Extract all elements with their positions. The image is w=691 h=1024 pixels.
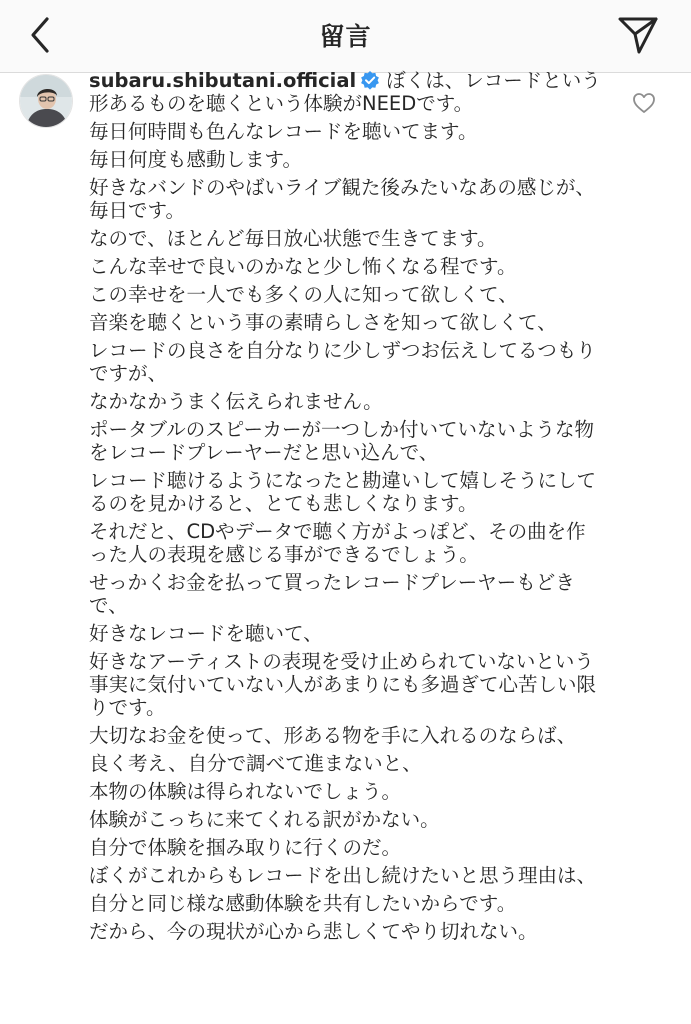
- top-bar: [0, 0, 691, 73]
- comment-text: ポータブルのスピーカーが一つしか付いていないような物をレコードプレーヤーだと思い込んで、: [89, 418, 595, 464]
- avatar[interactable]: [19, 74, 73, 128]
- comment-text: レコード聴けるようになったと勘違いして嬉しそうにしてるのを見かけると、とても悲しくなります。: [89, 469, 597, 515]
- comment-text: こんな幸せで良いのかなと少し怖くなる程です。: [89, 255, 517, 278]
- comment-text: 好きなアーティストの表現を受け止められていないという事実に気付いていない人があまりにも多過ぎて心苦しい限りです。: [89, 650, 597, 719]
- comment-text: なので、ほとんど毎日放心状態で生きてます。: [89, 227, 497, 250]
- comment-body: [89, 69, 605, 948]
- comment-text: せっかくお金を払って買ったレコードプレーヤーもどきで、: [89, 571, 575, 617]
- comment-text: 体験がこっちに来てくれる訳がかない。: [89, 808, 440, 831]
- username-link[interactable]: subaru.shibutani.official: [89, 69, 357, 92]
- like-button[interactable]: [632, 92, 656, 114]
- comment-text: それだと、CDやデータで聴く方がよっぽど、その曲を作った人の表現を感じる事ができるでしょう。: [89, 520, 586, 566]
- comment-text: この幸せを一人でも多くの人に知って欲しくて、: [89, 283, 518, 306]
- comment-text: 好きなバンドのやばいライブ観た後みたいなあの感じが、毎日です。: [89, 176, 595, 222]
- comment-text: ぼくは、レコードという形あるものを聴くという体験がNEEDです。: [89, 69, 601, 115]
- comment-text: 音楽を聴くという事の素晴らしさを知って欲しくて、: [89, 311, 557, 334]
- paper-plane-icon: [617, 15, 659, 55]
- comment-text: だから、今の現状が心から悲しくてやり切れない。: [89, 920, 538, 943]
- comment-text: なかなかうまく伝えられません。: [89, 390, 383, 413]
- verified-badge-icon: [360, 70, 380, 90]
- comment-text: 好きなレコードを聴いて、: [89, 622, 323, 645]
- comment-text: 毎日何時間も色んなレコードを聴いてます。: [89, 120, 478, 143]
- comment-text: 良く考え、自分で調べて進まないと、: [89, 752, 422, 775]
- comment-text: レコードの良さを自分なりに少しずつお伝えしてるつもりですが、: [89, 339, 596, 385]
- page-title: 留言: [319, 22, 372, 51]
- profile-photo: [20, 75, 73, 128]
- comment-text: 毎日何度も感動します。: [89, 148, 302, 171]
- comment-text: 大切なお金を使って、形ある物を手に入れるのならば、: [89, 724, 577, 747]
- comment-text: 本物の体験は得られないでしょう。: [89, 780, 402, 803]
- comment-text: 自分と同じ様な感動体験を共有したいからです。: [89, 892, 517, 915]
- heart-outline-icon: [632, 92, 656, 114]
- comment-text: 自分で体験を掴み取りに行くのだ。: [89, 836, 402, 859]
- comment-first-line: [89, 69, 605, 115]
- share-button[interactable]: [615, 12, 661, 58]
- comment-text: ぼくがこれからもレコードを出し続けたいと思う理由は、: [89, 864, 597, 887]
